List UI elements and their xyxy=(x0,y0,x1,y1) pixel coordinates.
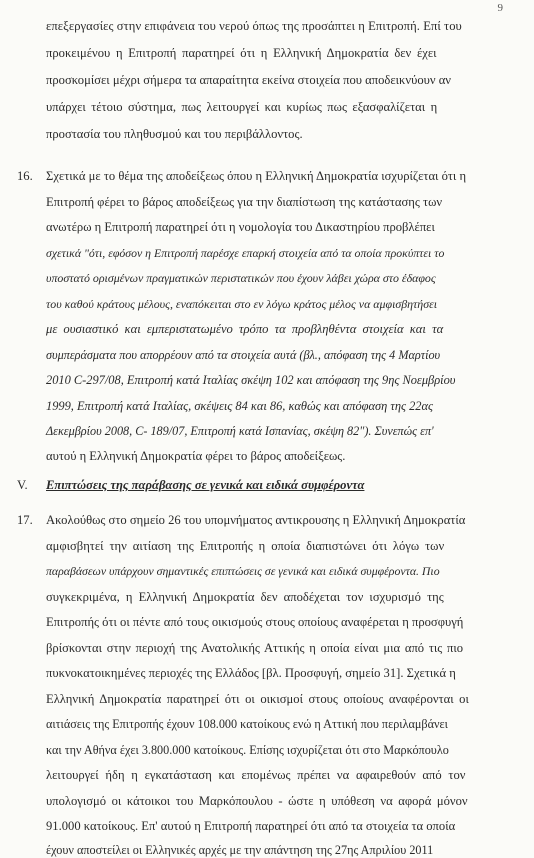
text-line: υποστατό ορισμένων πραγματικών περιστατικών που έχουν λάβει χώρα στο έδαφος xyxy=(46,271,436,285)
text-line: έχουν αποστείλει οι Ελληνικές αρχές με την απάντηση της 27ης Απριλίου 2011 xyxy=(46,843,434,857)
text-line: υπολογισμό οι κάτοικοι του Μαρκόπουλου - ώστε η υπόθεση να αφορά μόνον xyxy=(46,794,468,808)
section-title: Επιπτώσεις της παράβασης σε γενικά και ειδικά συμφέροντα xyxy=(46,478,365,492)
text-line: ανωτέρω η Επιτροπή παρατηρεί ότι η νομολογία του Δικαστηρίου προβλέπει xyxy=(46,220,435,234)
text-line: του καθού κράτους μέλους, εναπόκειται στο εν λόγω κράτος μέλος να αμφισβητήσει xyxy=(46,297,438,311)
text-line: σχετικά "ότι, εφόσον η Επιτροπή παρέσχε επαρκή στοιχεία από τα οποία προκύπτει το xyxy=(46,246,445,260)
paragraph-number: 16. xyxy=(17,169,33,183)
text-line: προκειμένου η Επιτροπή παρατηρεί ότι η Ελληνική Δημοκρατία δεν έχει xyxy=(46,46,437,60)
text-line: βρίσκονται στην περιοχή της Ανατολικής Αττικής η οποία είναι μια από τις πιο xyxy=(46,641,464,655)
text-line: παραβάσεων υπάρχουν σημαντικές επιπτώσεις σε γενικά και ειδικά συμφέροντα. Πιο xyxy=(46,564,440,578)
text-line: επεξεργασίες στην επιφάνεια του νερού όπως της προσάπτει η Επιτροπή. Επί του xyxy=(46,19,462,33)
text-line: Ακολούθως στο σημείο 26 του υπομνήματος αντικρουσης η Ελληνική Δημοκρατία xyxy=(46,513,466,527)
text-line: λειτουργεί ήδη η εγκατάσταση και επομένως πρέπει να αφαιρεθούν από τον xyxy=(46,768,466,782)
text-line: προσκομίσει μέχρι σήμερα τα απαραίτητα εκείνα στοιχεία που αποδεικνύουν αν xyxy=(46,73,451,87)
text-line: 1999, Επιτροπή κατά Ιταλίας, σκέψεις 84 και 86, καθώς και απόφαση της 22ας xyxy=(46,399,434,413)
text-line: συγκεκριμένα, η Ελληνική Δημοκρατία δεν αποδέχεται τον ισχυρισμό της xyxy=(46,590,444,604)
text-line: Σχετικά με το θέμα της αποδείξεως όπου η Ελληνική Δημοκρατία ισχυρίζεται ότι η xyxy=(46,169,467,183)
text-line: αμφισβητεί την αιτίαση της Επιτροπής η οποία διαπιστώνει ότι λόγω των xyxy=(46,539,445,553)
text-line: προστασία του πληθυσμού και του περιβάλλοντος. xyxy=(46,127,303,141)
text-line: 2010 C-297/08, Επιτροπή κατά Ιταλίας σκέψη 102 και απόφαση της 9ης Νοεμβρίου xyxy=(46,373,456,387)
text-line: και την Αθήνα έχει 3.800.000 κατοίκους. Επίσης ισχυρίζεται ότι στο Μαρκόπουλο xyxy=(46,743,449,757)
text-line: Επιτροπή φέρει το βάρος αποδείξεως για την διαπίστωση της κατάστασης των xyxy=(46,195,443,209)
text-line: 91.000 κατοίκους. Επ' αυτού η Επιτροπή παρατηρεί ότι από τα στοιχεία τα οποία xyxy=(46,819,456,833)
text-line: Δεκεμβρίου 2008, C- 189/07, Επιτροπή κατά Ισπανίας, σκέψη 82"). Συνεπώς επ' xyxy=(46,424,434,438)
text-line: αυτού η Ελληνική Δημοκρατία φέρει το βάρος αποδείξεως. xyxy=(46,449,346,463)
text-line: αιτιάσεις της Επιτροπής έχουν 108.000 κατοίκους ενώ η Αττική που περιλαμβάνει xyxy=(46,717,448,731)
text-line: με ουσιαστικό και εμπεριστατωμένο τρόπο τα προβληθέντα στοιχεία και τα xyxy=(46,322,444,336)
text-line: πυκνοκατοικημένες περιοχές της Ελλάδος [βλ. Προσφυγή, σημείο 31]. Σχετικά η xyxy=(46,666,456,680)
text-line: Ελληνική Δημοκρατία παρατηρεί ότι οι οικισμοί στους οποίους αναφέρονται οι xyxy=(46,692,469,706)
text-line: Επιτροπής ότι οι πέντε από τους οικισμούς στους οποίους αναφέρεται η προσφυγή xyxy=(46,615,464,629)
page-number: 9 xyxy=(497,2,503,14)
text-line: συμπεράσματα που απορρέουν από τα στοιχεία αυτά (βλ., απόφαση της 4 Μαρτίου xyxy=(46,348,441,362)
text-line: υπάρχει τέτοιο σύστημα, πως λειτουργεί και κυρίως πως εξασφαλίζεται η xyxy=(46,100,438,114)
paragraph-number: 17. xyxy=(17,513,33,527)
section-numeral: V. xyxy=(17,478,28,492)
